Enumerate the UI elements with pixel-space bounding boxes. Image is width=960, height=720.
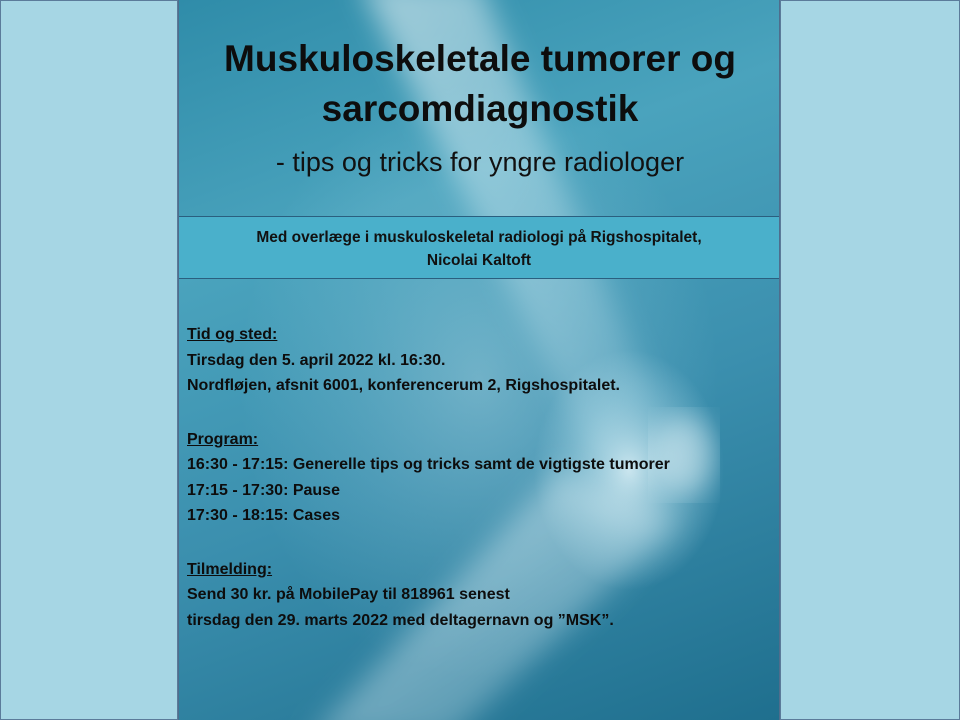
left-side-panel	[0, 0, 178, 720]
time-place-line-1: Tirsdag den 5. april 2022 kl. 16:30.	[187, 351, 446, 369]
banner-line-1: Med overlæge i muskuloskeletal radiologi på Rigshospitalet,	[256, 229, 702, 246]
registration-line-2: tirsdag den 29. marts 2022 med deltagernavn og ”MSK”.	[187, 611, 614, 629]
flyer-poster	[178, 0, 780, 720]
speaker-banner	[179, 216, 779, 279]
registration-line-1: Send 30 kr. på MobilePay til 818961 senest	[187, 586, 510, 603]
right-side-panel	[780, 0, 960, 720]
time-place-heading: Tid og sted:	[187, 326, 278, 343]
time-place-line-2: Nordfløjen, afsnit 6001, konferencerum 2, Rigshospitalet.	[187, 377, 620, 394]
program-item: 17:15 - 17:30: Pause	[187, 481, 340, 499]
flyer-content	[187, 322, 777, 633]
title-line-1: Muskuloskeletale tumorer og	[224, 38, 736, 79]
banner-line-2: Nicolai Kaltoft	[426, 252, 532, 269]
program-item: 16:30 - 17:15: Generelle tips og tricks samt de vigtigste tumorer	[187, 456, 670, 473]
registration-heading: Tilmelding:	[187, 560, 273, 578]
title-line-2: sarcomdiagnostik	[321, 88, 639, 129]
flyer-title	[179, 34, 780, 134]
flyer-subtitle: - tips og tricks for yngre radiologer	[275, 147, 685, 177]
program-item: 17:30 - 18:15: Cases	[187, 507, 340, 524]
program-heading: Program:	[187, 430, 259, 448]
